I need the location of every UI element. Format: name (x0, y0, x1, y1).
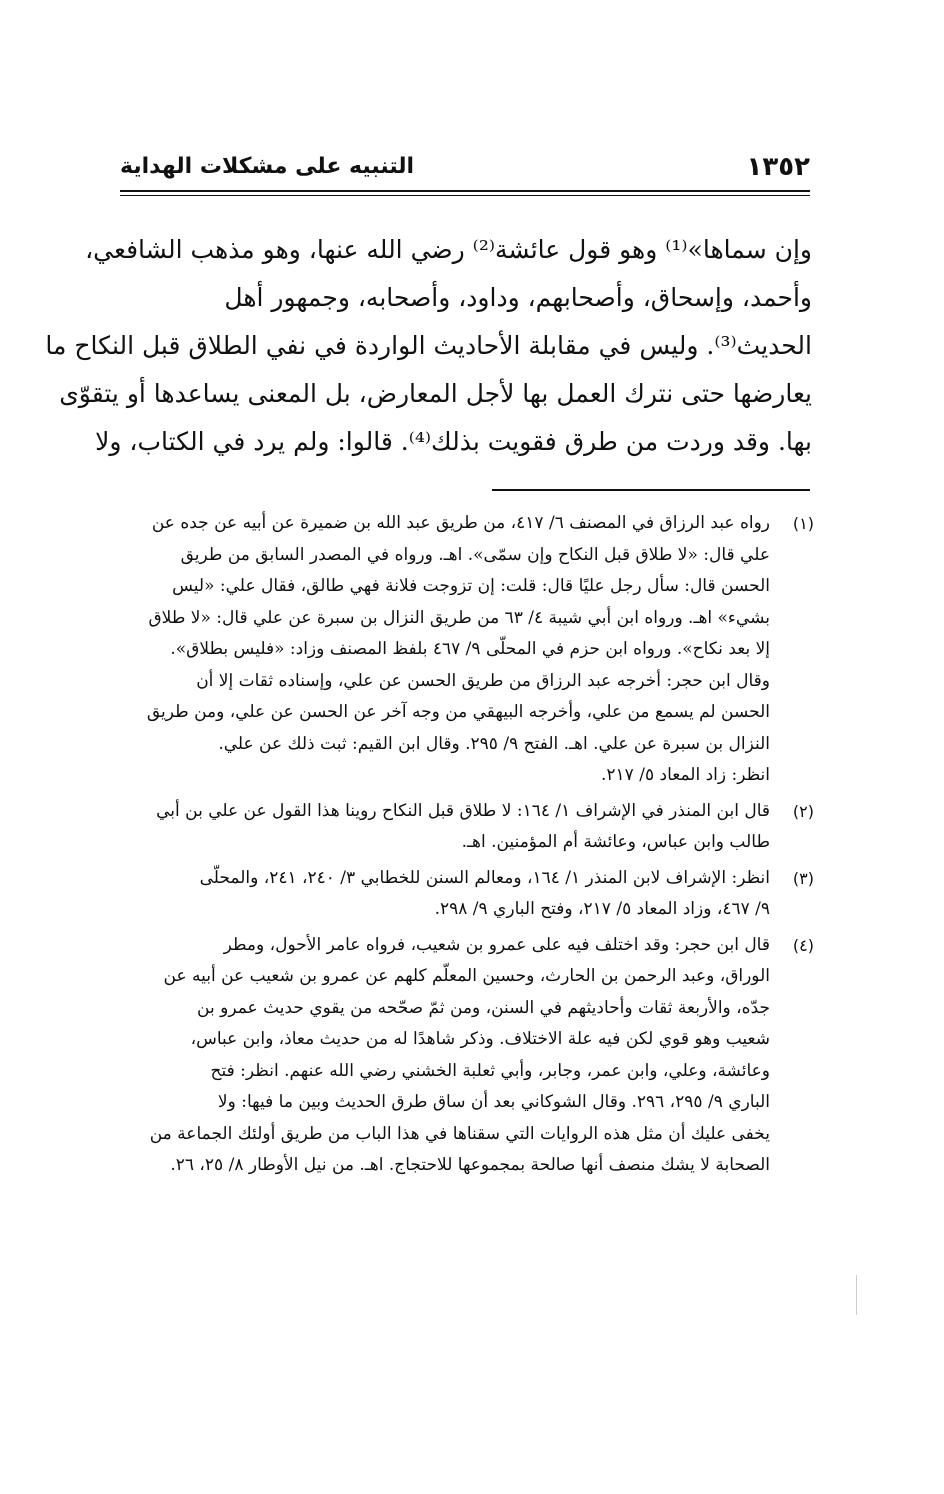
footnotes (120, 508, 814, 1186)
footnote-line: طالب وابن عباس، وعائشة أم المؤمنين. اهـ. (461, 832, 770, 852)
footnote-3 (120, 863, 814, 926)
footnote-number: (٢) (792, 801, 814, 821)
footnote-line: يخفى عليك أن مثل هذه الروايات التي سقناها في هذا الباب من طريق أولئك الجماعة من (149, 1123, 770, 1144)
footnote-number: (٤) (792, 935, 814, 955)
footnote-line: ٩/ ٤٦٧، وزاد المعاد ٥/ ٢١٧، وفتح الباري ٩/ ٢٩٨. (434, 899, 770, 919)
body-line: يعارضها حتى نترك العمل بها لأجل المعارض، بل المعنى يساعدها أو يتقوّى (59, 379, 812, 408)
footnote-line: الوراق، وعبد الرحمن بن الحارث، وحسين المعلّم كلهم عن عمرو بن شعيب عن أبيه عن (163, 966, 770, 986)
main-text (45, 226, 812, 466)
footnote-line: انظر: زاد المعاد ٥/ ٢١٧. (601, 765, 770, 785)
body-line: بها. وقد وردت من طرق فقويت بذلك⁽⁴⁾. قالوا: ولم يرد في الكتاب، ولا (95, 427, 812, 456)
footnote-line: وعائشة، وعلي، وابن عمر، وجابر، وأبي ثعلبة الخشني رضي الله عنهم. انظر: فتح (210, 1060, 770, 1081)
footnote-number: (٣) (792, 868, 814, 888)
footnote-line: انظر: الإشراف لابن المنذر ١/ ١٦٤، ومعالم السنن للخطابي ٣/ ٢٤٠، ٢٤١، والمحلّى (199, 867, 770, 888)
footnote-number: (١) (792, 514, 814, 533)
page-number: ١٣٥٢ (746, 152, 810, 182)
footnote-line: الباري ٩/ ٢٩٥، ٢٩٦. وقال الشوكاني بعد أن ساق طرق الحديث وبين ما فيها: ولا (217, 1092, 770, 1112)
page-header (120, 148, 810, 188)
body-line: وإن سماها»⁽¹⁾ وهو قول عائشة⁽²⁾ رضي الله عنها، وهو مذهب الشافعي، (85, 235, 812, 264)
footnote-line: الحسن لم يسمع من علي، وأخرجه البيهقي من وجه آخر عن الحسن عن علي، ومن طريق (146, 702, 770, 722)
footnote-separator (492, 489, 810, 491)
body-line: الحديث⁽³⁾. وليس في مقابلة الأحاديث الواردة في نفي الطلاق قبل النكاح ما (45, 331, 812, 360)
footnote-line: النزال بن سبرة عن علي. اهـ. الفتح ٩/ ٢٩٥. وقال ابن القيم: ثبت ذلك عن علي. (218, 733, 770, 754)
footnote-2 (120, 796, 814, 859)
margin-mark (856, 1275, 857, 1315)
footnote-line: إلا بعد نكاح». ورواه ابن حزم في المحلّى ٩/ ٤٦٧ بلفظ المصنف وزاد: «فليس بطلاق». (170, 639, 770, 659)
footnote-line: علي قال: «لا طلاق قبل النكاح وإن سمّى». اهـ. ورواه في المصدر السابق من طريق (180, 544, 770, 565)
footnote-4 (120, 930, 814, 1182)
header-rule (120, 190, 810, 196)
footnote-line: بشيء» اهـ. ورواه ابن أبي شيبة ٤/ ٦٣ من طريق النزال بن سبرة عن علي قال: «لا طلاق (148, 607, 770, 628)
footnote-line: رواه عبد الرزاق في المصنف ٦/ ٤١٧، من طريق عبد الله بن ضميرة عن أبيه عن جده عن (151, 513, 770, 533)
footnote-line: الصحابة لا يشك منصف أنها صالحة بمجموعها للاحتجاج. اهـ. من نيل الأوطار ٨/ ٢٥، ٢٦. (170, 1155, 770, 1175)
footnote-line: قال ابن المنذر في الإشراف ١/ ١٦٤: لا طلاق قبل النكاح روينا هذا القول عن علي بن أبي (156, 800, 770, 821)
footnote-line: جدّه، والأربعة ثقات وأحاديثهم في السنن، ومن ثمّ صحّحه من يقوي حديث عمرو بن (197, 997, 770, 1018)
footnote-line: شعيب وهو قوي لكن فيه علة الاختلاف. وذكر شاهدًا له من حديث معاذ، وابن عباس، (190, 1029, 770, 1049)
footnote-line: الحسن قال: سأل رجل عليًا قال: قلت: إن تزوجت فلانة فهي طالق، فقال علي: «ليس (172, 576, 770, 596)
footnote-line: وقال ابن حجر: أخرجه عبد الرزاق من طريق الحسن عن علي، وإسناده ثقات إلا أن (196, 670, 770, 691)
footnote-line: قال ابن حجر: وقد اختلف فيه على عمرو بن شعيب، فرواه عامر الأحول، ومطر (223, 934, 770, 955)
body-line: وأحمد، وإسحاق، وأصحابهم، وداود، وأصحابه، وجمهور أهل (224, 283, 812, 312)
footnote-1 (120, 508, 814, 792)
running-title: التنبيه على مشكلات الهداية (120, 154, 415, 179)
